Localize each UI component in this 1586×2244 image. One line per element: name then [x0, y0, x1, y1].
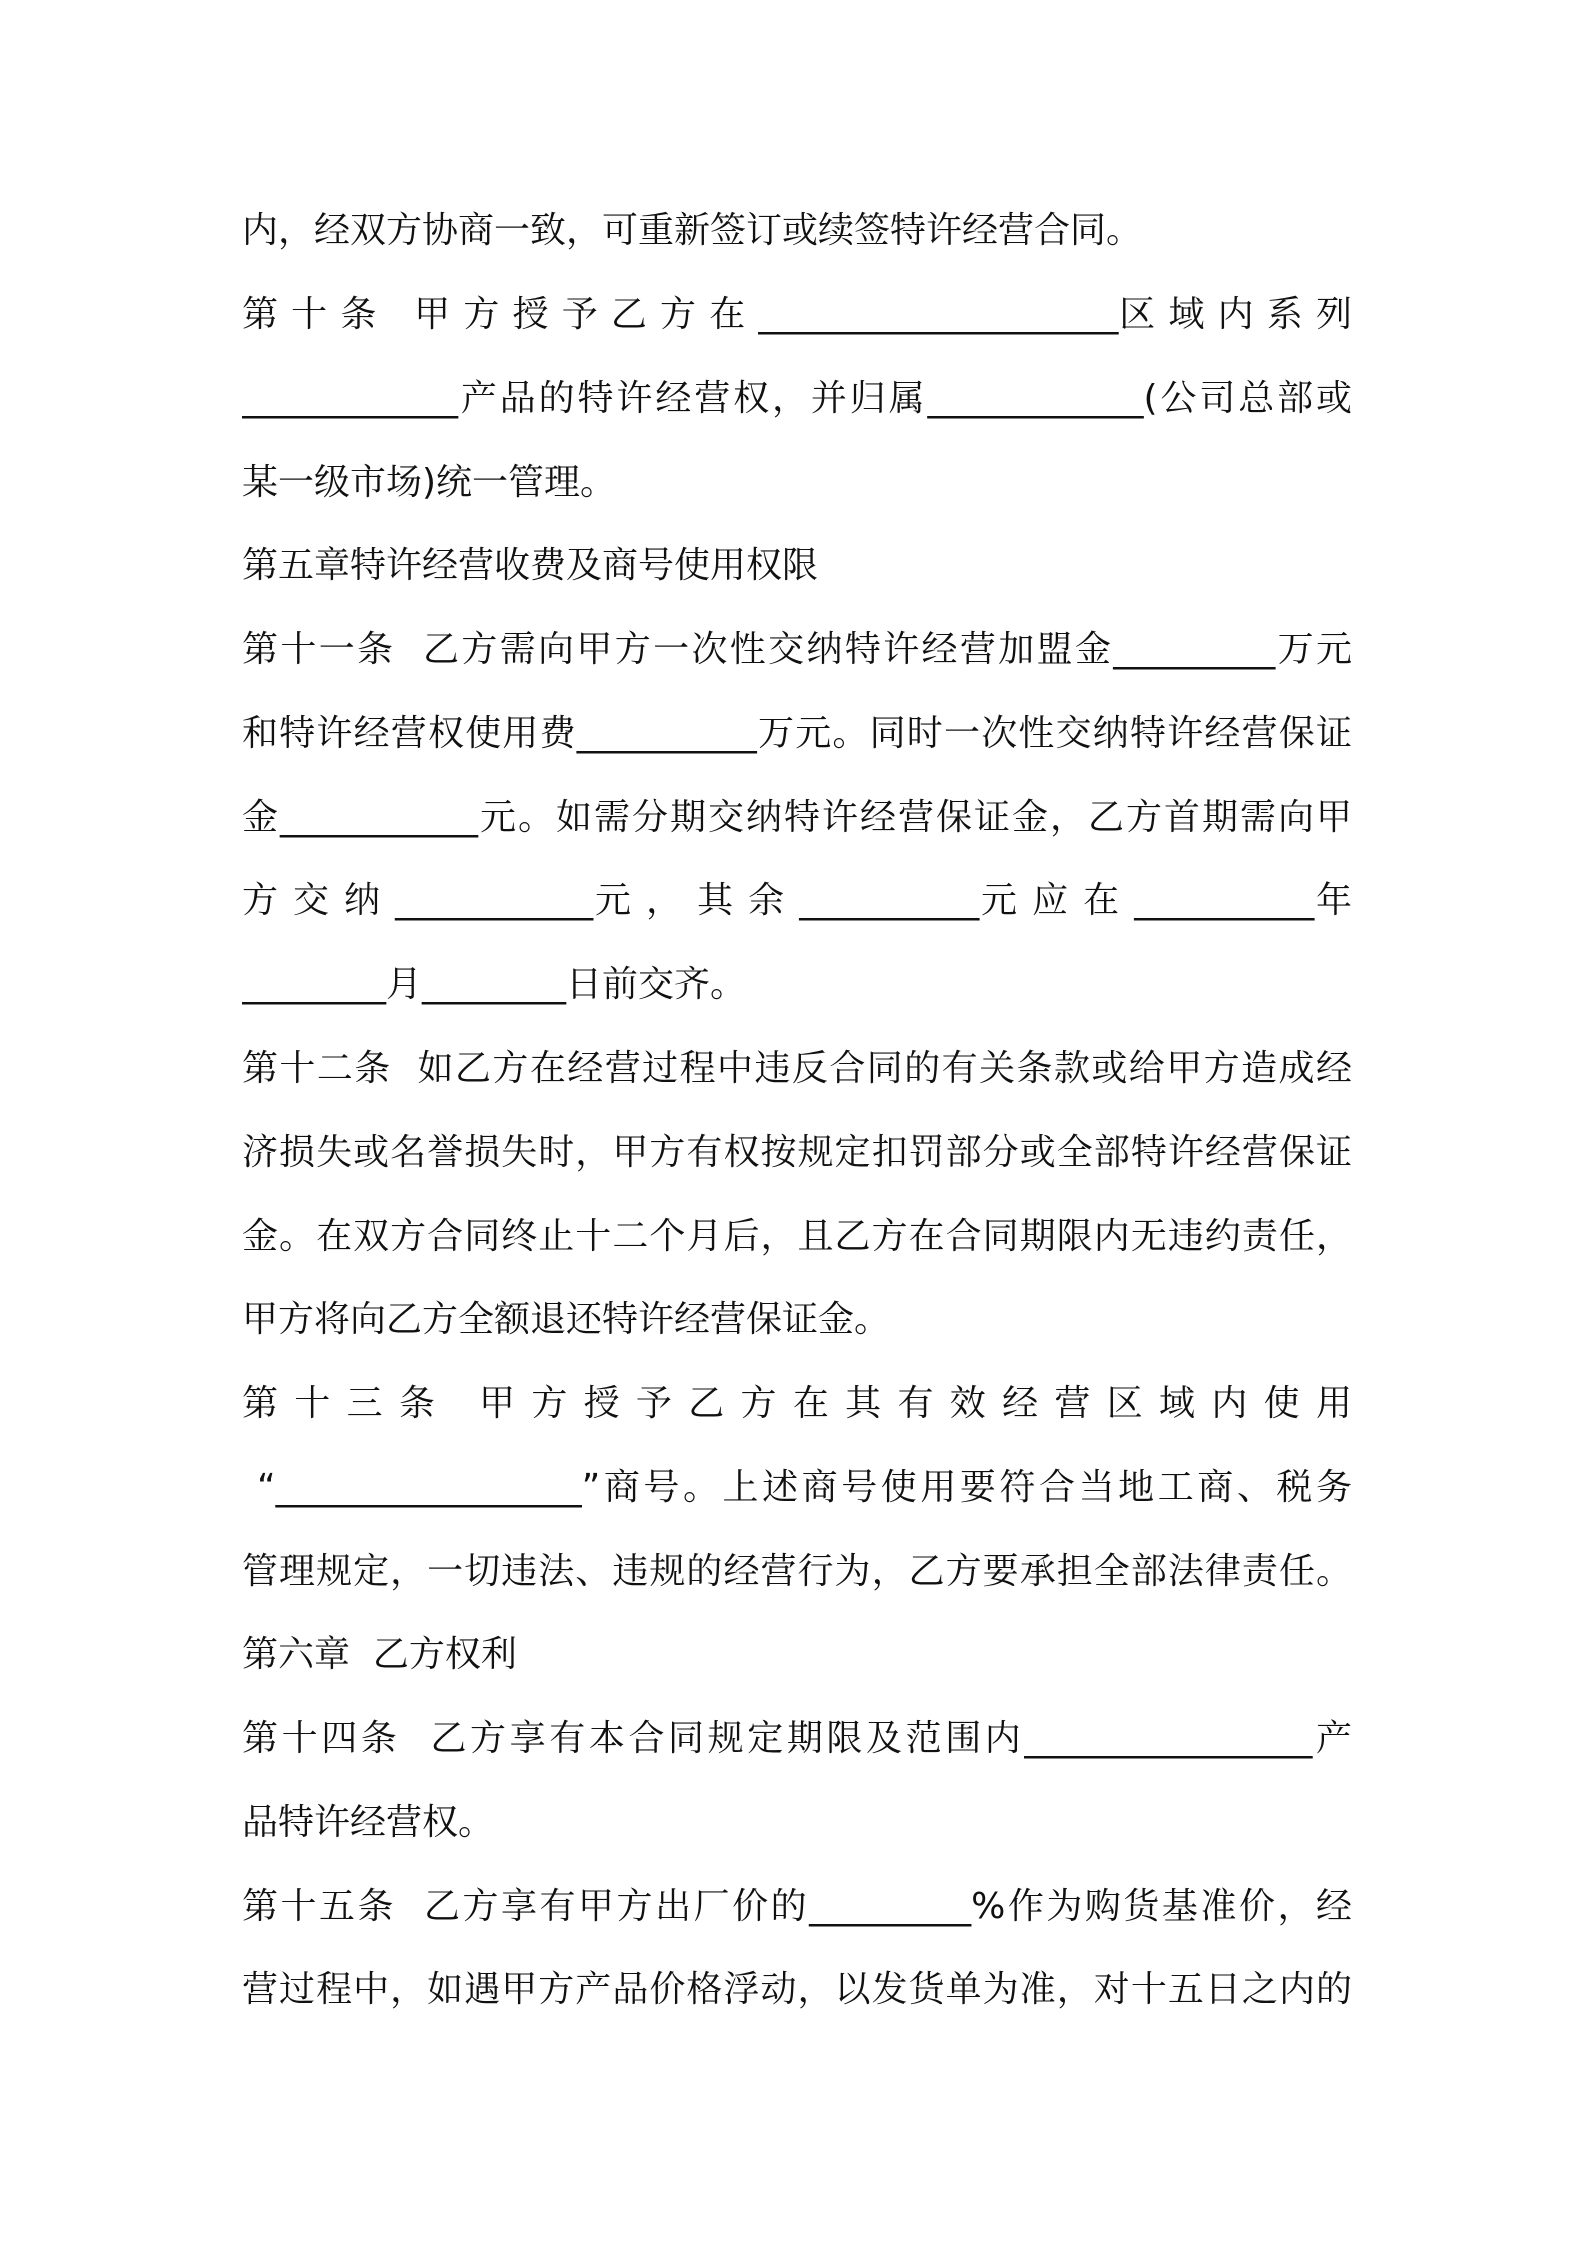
text-line-1: 内，经双方协商一致，可重新签订或续签特许经营合同。: [242, 210, 1143, 251]
article-10-line-1: 第 十 条 甲 方 授 予 乙 方 在 ____________________区 域 内 系 列: [242, 294, 1352, 335]
chapter-5-heading: 第五章特许经营收费及商号使用权限: [242, 545, 819, 586]
article-11-line-3: 金___________元。如需分期交纳特许经营保证金，乙方首期需向甲: [242, 797, 1352, 838]
article-13-line-1: 第 十 三 条 甲 方 授 予 乙 方 在 其 有 效 经 营 区 域 内 使 用: [242, 1383, 1352, 1424]
article-13-line-2: “_________________”商号。上述商号使用要符合当地工商、税务: [242, 1467, 1352, 1508]
article-12-line-4: 甲方将向乙方全额退还特许经营保证金。: [242, 1299, 891, 1340]
article-14-line-1: 第十四条 乙方享有本合同规定期限及范围内________________产: [242, 1718, 1352, 1759]
article-12-line-1: 第十二条 如乙方在经营过程中违反合同的有关条款或给甲方造成经: [242, 1048, 1352, 1089]
article-11-line-5: ________月________日前交齐。: [242, 964, 747, 1005]
article-10-line-3: 某一级市场)统一管理。: [242, 462, 617, 503]
article-12-line-2: 济损失或名誉损失时，甲方有权按规定扣罚部分或全部特许经营保证: [242, 1132, 1352, 1173]
article-13-line-3: 管理规定，一切违法、违规的经营行为，乙方要承担全部法律责任。: [242, 1551, 1352, 1592]
article-14-line-2: 品特许经营权。: [242, 1802, 495, 1843]
article-11-line-1: 第十一条 乙方需向甲方一次性交纳特许经营加盟金_________万元: [242, 629, 1352, 670]
article-11-line-2: 和特许经营权使用费__________万元。同时一次性交纳特许经营保证: [242, 713, 1352, 754]
article-11-line-4: 方 交 纳 ___________元 ， 其 余 __________元 应 在 __________年: [242, 880, 1352, 921]
article-10-line-2: ____________产品的特许经营权，并归属____________(公司总部或: [242, 378, 1352, 419]
article-15-line-2: 营过程中，如遇甲方产品价格浮动，以发货单为准，对十五日之内的: [242, 1969, 1352, 2010]
article-15-line-1: 第十五条 乙方享有甲方出厂价的_________%作为购货基准价，经: [242, 1886, 1352, 1927]
article-12-line-3: 金。在双方合同终止十二个月后，且乙方在合同期限内无违约责任，: [242, 1216, 1352, 1257]
chapter-6-heading: 第六章 乙方权利: [242, 1634, 517, 1675]
